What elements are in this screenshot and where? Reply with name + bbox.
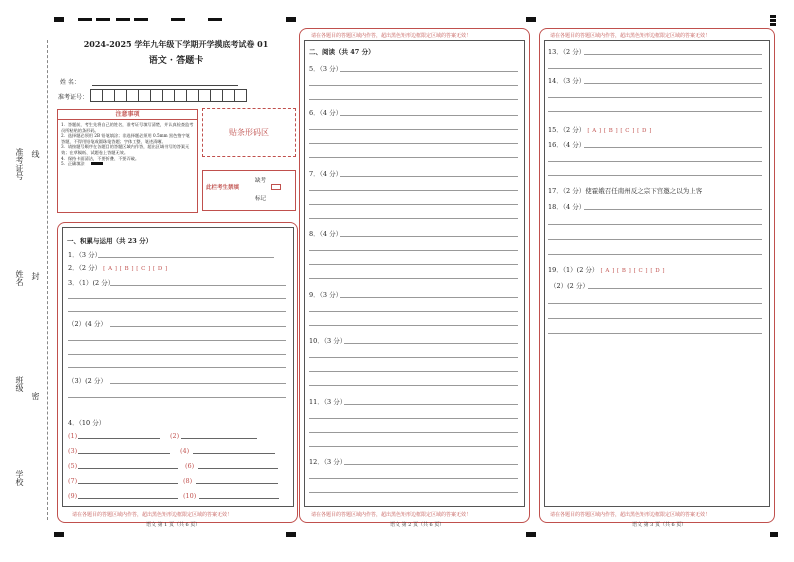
id-label: 准考证号： — [58, 94, 89, 101]
registration-mark — [770, 532, 778, 537]
answer-line[interactable] — [548, 175, 762, 176]
registration-mark — [134, 18, 148, 21]
absent-mark: 标记 — [255, 196, 267, 202]
question-14: 14．（3 分） — [548, 77, 586, 85]
answer-line[interactable] — [548, 254, 762, 255]
question-15 — [548, 125, 652, 134]
answer-line[interactable] — [309, 311, 518, 312]
side-name-label: 姓名 — [15, 270, 24, 286]
side-school-label: 学校 — [15, 470, 24, 486]
q4-item-label: (6) — [185, 462, 195, 470]
side-seal-mark: 封 — [31, 272, 40, 280]
question-19-2: （2）(2 分） — [550, 282, 589, 290]
answer-line[interactable] — [309, 278, 518, 279]
registration-mark — [54, 532, 64, 537]
answer-line[interactable] — [193, 453, 275, 454]
q4-item-label: (3) — [68, 447, 78, 455]
barcode-area — [202, 108, 296, 157]
q4-item-label: (1) — [68, 432, 78, 440]
absent-checkbox[interactable] — [271, 184, 281, 190]
registration-mark — [526, 532, 536, 537]
question-6: 6．（4 分） — [309, 109, 343, 117]
answer-line[interactable] — [309, 129, 518, 130]
registration-mark — [208, 18, 222, 21]
question-15-options[interactable]: [ A ] [ B ] [ C ] [ D ] — [587, 128, 652, 134]
answer-line[interactable] — [340, 176, 518, 177]
answer-line[interactable] — [309, 204, 518, 205]
panel-notice: 请在各题目的答题区域内作答，超出黑色矩形边框限定区域的答案无效！ — [550, 512, 711, 518]
answer-line[interactable] — [548, 161, 762, 162]
answer-line[interactable] — [548, 111, 762, 112]
side-line-mark: 线 — [31, 150, 40, 158]
section-heading-1: 一、积累与运用（共 23 分） — [67, 237, 153, 245]
answer-line[interactable] — [309, 371, 518, 372]
registration-mark — [770, 19, 776, 22]
answer-line[interactable] — [309, 143, 518, 144]
section-heading-2: 二、阅读（共 47 分） — [309, 48, 375, 56]
binding-line — [47, 40, 48, 520]
question-12: 12．（3 分） — [309, 458, 347, 466]
answer-line[interactable] — [309, 264, 518, 265]
answer-line[interactable] — [548, 224, 762, 225]
question-19-label: 19．（1）(2 分） — [548, 266, 599, 274]
absent-label: 此栏考生禁填 — [206, 185, 240, 191]
question-2-options[interactable]: [ A ] [ B ] [ C ] [ D ] — [103, 266, 168, 272]
question-19-options[interactable]: [ A ] [ B ] [ C ] [ D ] — [600, 268, 666, 274]
answer-line[interactable] — [78, 468, 178, 469]
registration-mark — [286, 17, 296, 22]
answer-line[interactable] — [584, 54, 762, 55]
answer-line[interactable] — [584, 83, 762, 84]
answer-line[interactable] — [584, 209, 762, 210]
answer-line[interactable] — [309, 99, 518, 100]
registration-mark — [286, 532, 296, 537]
q4-item-label: (2) — [170, 432, 180, 440]
answer-line[interactable] — [309, 85, 518, 86]
id-boxes[interactable] — [90, 89, 247, 100]
answer-line[interactable] — [344, 464, 518, 465]
answer-line[interactable] — [110, 326, 286, 327]
page-footer: 语文 第 2 页（共 6 页） — [390, 522, 445, 528]
answer-line[interactable] — [309, 190, 518, 191]
answer-line[interactable] — [78, 483, 178, 484]
question-8: 8．（4 分） — [309, 230, 343, 238]
answer-line[interactable] — [78, 498, 178, 499]
absent-missing: 缺考 — [255, 178, 267, 184]
q4-item-label: (10) — [183, 492, 197, 500]
note-item: 3．请按题号顺序在各题目的答题区域内作答，超出区域书写的答案无效；在草稿纸、试题卷上答题无效。 — [61, 144, 190, 155]
question-15-label: 15．（2 分） — [548, 126, 586, 134]
answer-line[interactable] — [68, 354, 286, 355]
answer-line[interactable] — [548, 303, 762, 304]
side-id-label: 准考证号 — [15, 148, 24, 180]
registration-mark — [116, 18, 130, 21]
registration-mark — [78, 18, 92, 21]
q4-item-label: (4) — [180, 447, 190, 455]
registration-mark — [770, 23, 776, 26]
answer-line[interactable] — [548, 318, 762, 319]
answer-line[interactable] — [199, 498, 279, 499]
answer-line[interactable] — [344, 404, 518, 405]
answer-line[interactable] — [68, 340, 286, 341]
answer-line[interactable] — [68, 298, 286, 299]
panel-notice: 请在各题目的答题区域内作答，超出黑色矩形边框限定区域的答案无效！ — [311, 33, 472, 39]
answer-line[interactable] — [548, 333, 762, 334]
question-2-label: 2．（2 分） — [68, 264, 102, 272]
question-11: 11．（3 分） — [309, 398, 347, 406]
registration-mark — [770, 15, 776, 18]
answer-line[interactable] — [309, 418, 518, 419]
answer-line[interactable] — [98, 257, 274, 258]
q4-item-label: (9) — [68, 492, 78, 500]
page-footer: 语文 第 3 页（共 6 页） — [632, 522, 687, 528]
question-2 — [68, 263, 168, 272]
note-item: 1．答题前，考生先将自己的姓名，准考证号填写清楚，并认真检查监考员所粘贴的条形码。 — [61, 122, 194, 133]
answer-line[interactable] — [68, 311, 286, 312]
name-field[interactable] — [92, 85, 238, 86]
question-19-1 — [548, 265, 665, 274]
answer-line[interactable] — [68, 367, 286, 368]
answer-line[interactable] — [78, 453, 170, 454]
q4-item-label: (5) — [68, 462, 78, 470]
answer-line[interactable] — [548, 97, 762, 98]
question-4: 4．（10 分） — [68, 419, 106, 427]
panel-notice: 请在各题目的答题区域内作答，超出黑色矩形边框限定区域的答案无效！ — [72, 512, 233, 518]
side-secret-mark: 密 — [31, 392, 40, 400]
q4-item-label: (8) — [183, 477, 193, 485]
answer-line[interactable] — [340, 71, 518, 72]
question-13: 13．（2 分） — [548, 48, 586, 56]
answer-line[interactable] — [309, 478, 518, 479]
notes-title: 注意事项 — [58, 110, 197, 120]
question-7: 7．（4 分） — [309, 170, 343, 178]
page-title: 2024-2025 学年九年级下学期开学摸底考试卷 01 — [83, 39, 269, 49]
answer-line[interactable] — [309, 250, 518, 251]
answer-line[interactable] — [110, 285, 286, 286]
answer-line[interactable] — [584, 147, 762, 148]
question-17: 17．（2 分）使霍娥召任南州反之宗下宫邀之以为上客 — [548, 187, 703, 195]
answer-line[interactable] — [309, 492, 518, 493]
registration-mark — [54, 17, 64, 22]
note-item: 4．保持卡面清洁，不要折叠、不要弄破。 — [61, 155, 140, 161]
answer-line[interactable] — [340, 297, 518, 298]
answer-line[interactable] — [181, 438, 257, 439]
question-10: 10．（3 分） — [309, 337, 347, 345]
question-3-1: 3．（1）(2 分） — [68, 279, 115, 287]
barcode-label: 贴条形码区 — [229, 128, 269, 137]
answer-line[interactable] — [110, 383, 286, 384]
answer-line[interactable] — [588, 288, 762, 289]
answer-line[interactable] — [198, 468, 278, 469]
answer-line[interactable] — [309, 446, 518, 447]
side-class-label: 班级 — [15, 376, 24, 392]
page-subtitle: 语文 · 答题卡 — [148, 56, 204, 66]
registration-mark — [171, 18, 185, 21]
question-5: 5．（3 分） — [309, 65, 343, 73]
answer-line[interactable] — [78, 438, 160, 439]
answer-line[interactable] — [68, 397, 286, 398]
notes-box — [57, 109, 198, 213]
answer-line[interactable] — [309, 157, 518, 158]
answer-line[interactable] — [309, 432, 518, 433]
answer-line[interactable] — [548, 68, 762, 69]
note-item: 2．选择题必须用 2B 铅笔填涂；非选择题必须用 0.5mm 黑色签字笔答题，不得用铅笔或圆珠笔答题；字体工整、笔迹清晰。 — [61, 133, 190, 144]
question-18: 18．（4 分） — [548, 203, 586, 211]
answer-line[interactable] — [548, 239, 762, 240]
answer-line[interactable] — [340, 115, 518, 116]
filled-sample-icon — [91, 162, 103, 165]
answer-line[interactable] — [344, 343, 518, 344]
panel-notice: 请在各题目的答题区域内作答，超出黑色矩形边框限定区域的答案无效！ — [311, 512, 472, 518]
answer-line[interactable] — [309, 357, 518, 358]
answer-line[interactable] — [340, 236, 518, 237]
answer-line[interactable] — [309, 385, 518, 386]
panel-notice: 请在各题目的答题区域内作答，超出黑色矩形边框限定区域的答案无效！ — [550, 33, 711, 39]
question-16: 16．（4 分） — [548, 141, 586, 149]
page-footer: 语文 第 1 页（共 6 页） — [146, 522, 201, 528]
absent-box — [202, 170, 296, 211]
question-3-3: （3）(2 分） — [68, 377, 107, 385]
question-3-2: （2）(4 分） — [68, 320, 107, 328]
answer-line[interactable] — [196, 483, 278, 484]
q4-item-label: (7) — [68, 477, 78, 485]
question-1: 1．（3 分） — [68, 251, 102, 259]
registration-mark — [526, 17, 536, 22]
question-9: 9．（3 分） — [309, 291, 343, 299]
name-label: 姓 名： — [60, 79, 80, 86]
note-item: 5．正确填涂 — [61, 161, 85, 167]
answer-line[interactable] — [309, 325, 518, 326]
answer-line[interactable] — [309, 218, 518, 219]
registration-mark — [96, 18, 110, 21]
